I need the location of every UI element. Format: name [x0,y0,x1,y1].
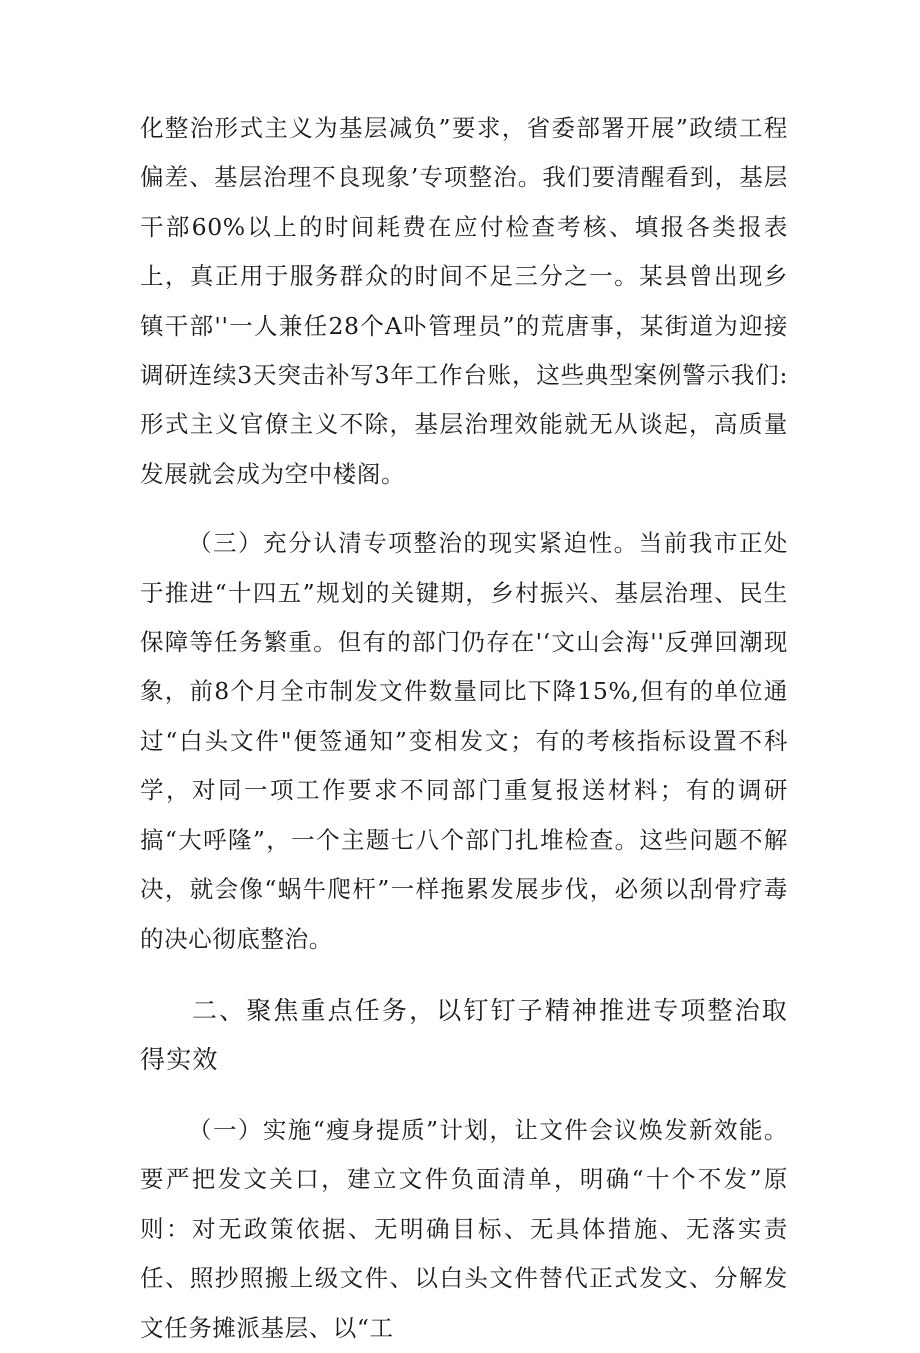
paragraph-subsection-1: （一）实施“瘦身提质”计划，让文件会议焕发新效能。要严把发文关口，建立文件负面清单，明确“十个不发”原则：对无政策依据、无明确目标、无具体措施、无落实责任、照抄照搬上级文件、以白头文件替代正式发文、分解发文任务摊派基层、以“工 [140,1115,788,1342]
paragraph-section-3: （三）充分认清专项整治的现实紧迫性。当前我市正处于推进“十四五”规划的关键期，乡村振兴、基层治理、民生保障等任务繁重。但有的部门仍存在'‘文山会海''反弹回潮现象，前8个月全市制发文件数量同比下降15%,但有的单位通过“白头文件"便签通知”变相发文；有的考核指标设置不科学，对同一项工作要求不同部门重复报送材料；有的调研搞“大呼隆”，一个主题七八个部门扎堆检查。这些问题不解决，就会像“蜗牛爬杆”一样拖累发展步伐，必须以刮骨疗毒的决心彻底整治。 [140,529,788,953]
section-heading-2: 二、聚焦重点任务，以钉钉子精神推进专项整治取得实效 [140,995,788,1074]
document-page [140,104,788,1353]
paragraph-continuation: 化整治形式主义为基层减负”要求，省委部署开展”政绩工程偏差、基层治理不良现象’专项整治。我们要清醒看到，基层干部60%以上的时间耗费在应付检查考核、填报各类报表上，真正用于服务群众的时间不足三分之一。某县曾出现乡镇干部''一人兼任28个A卟管理员”的荒唐事，某街道为迎接调研连续3天突击补写3年工作台账，这些典型案例警示我们:形式主义官僚主义不除，基层治理效能就无从谈起，高质量发展就会成为空中楼阁。 [140,114,788,488]
